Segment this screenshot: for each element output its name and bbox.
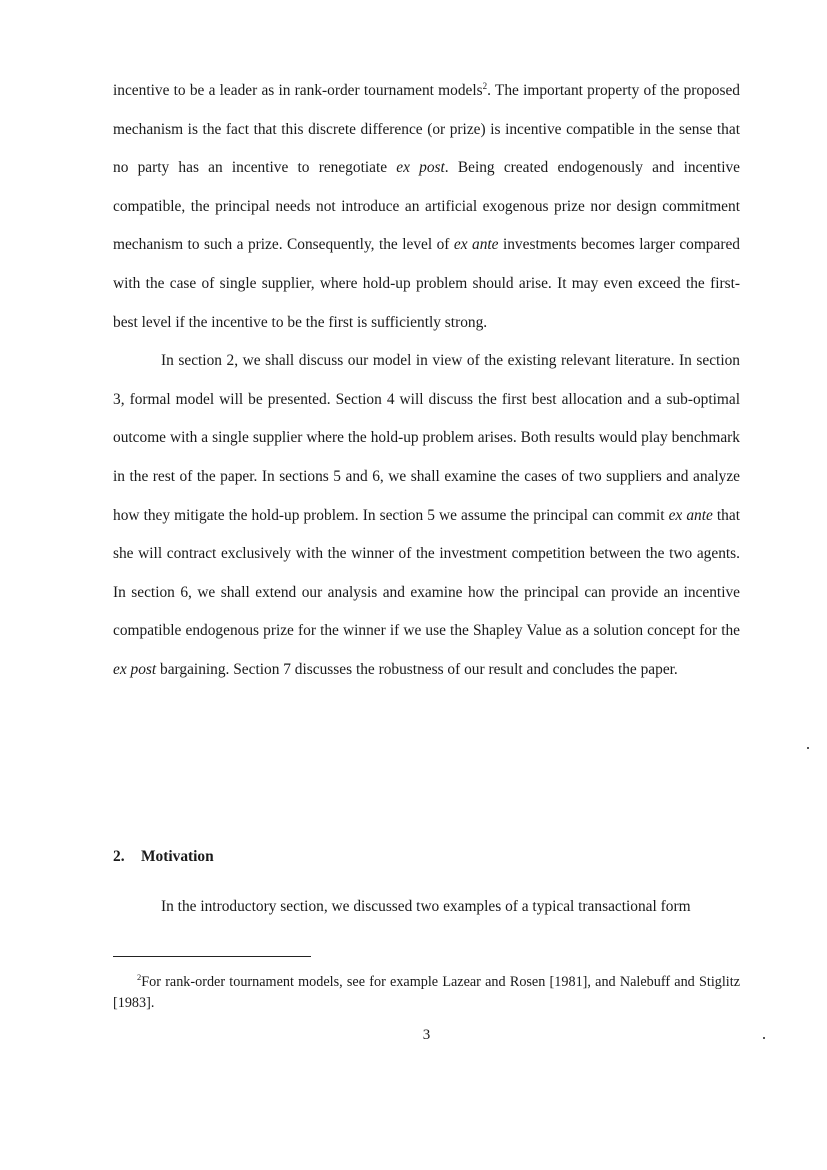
- paragraph-motivation: [113, 888, 740, 927]
- text-span: incentive to be a leader as in rank-order tournament models: [113, 82, 483, 99]
- italic-term: ex ante: [453, 236, 499, 254]
- footnote-text: For rank-order tournament models, see for example Lazear and Rosen [1981], and Nalebuff and Stiglitz [1983].: [113, 974, 740, 1011]
- paragraph-outline: [113, 342, 740, 689]
- page-number: 3: [422, 1027, 431, 1043]
- paragraph-intro-continued: [113, 72, 740, 342]
- scan-speck: [763, 1037, 765, 1039]
- paragraph-text: In the introductory section, we discussed two examples of a typical transactional form: [161, 898, 691, 915]
- italic-term: ex post: [396, 159, 445, 177]
- paragraph-text: [113, 342, 740, 689]
- italic-term: ex ante: [668, 506, 713, 524]
- section-number: 2.: [113, 848, 125, 865]
- text-span: . The important property of the proposed mechanism is the fact that this discrete difference (or prize) is incentive compatible in the sense that no party has an incentive to renegotiate: [113, 82, 741, 177]
- scan-speck: [807, 747, 809, 749]
- document-page: [113, 72, 741, 1043]
- text-span: that she will contract exclusively with the winner of the investment competition between the two agents. In section 6, we shall extend our analysis and examine how the principal can provide an incentive compatible endogenous prize for the winner if we use the Shapley Value as a solution concept for the: [113, 506, 740, 640]
- paragraph-text: [113, 72, 740, 342]
- text-span: bargaining. Section 7 discusses the robustness of our result and concludes the paper.: [156, 660, 678, 678]
- text-span: . Being created endogenously and incentive compatible, the principal needs not introduce an artificial exogenous prize nor design commitment mechanism to such a prize. Consequently, the level of: [113, 159, 740, 254]
- section-title: Motivation: [141, 848, 214, 865]
- footnote-marker: 2: [137, 972, 142, 983]
- section-heading: [113, 848, 214, 866]
- footnote: [113, 972, 740, 1013]
- text-span: In section 2, we shall discuss our model in view of the existing relevant literature. In section 3, formal model will be presented. Section 4 will discuss the first best allocation and a sub-optimal outcome with a single supplier where the hold-up problem arises. Both results would play benchmark in the rest of the paper. In sections 5 and 6, we shall examine the cases of two suppliers and analyze how they mitigate the hold-up problem. In section 5 we assume the principal can commit: [113, 352, 740, 524]
- footnote-reference: 2: [482, 80, 488, 91]
- text-span: investments becomes larger compared with the case of single supplier, where hold-up problem should arise. It may even exceed the first-best level if the incentive to be the first is sufficiently strong.: [113, 236, 740, 331]
- footnote-divider: [113, 956, 311, 957]
- italic-term: ex post: [113, 660, 157, 678]
